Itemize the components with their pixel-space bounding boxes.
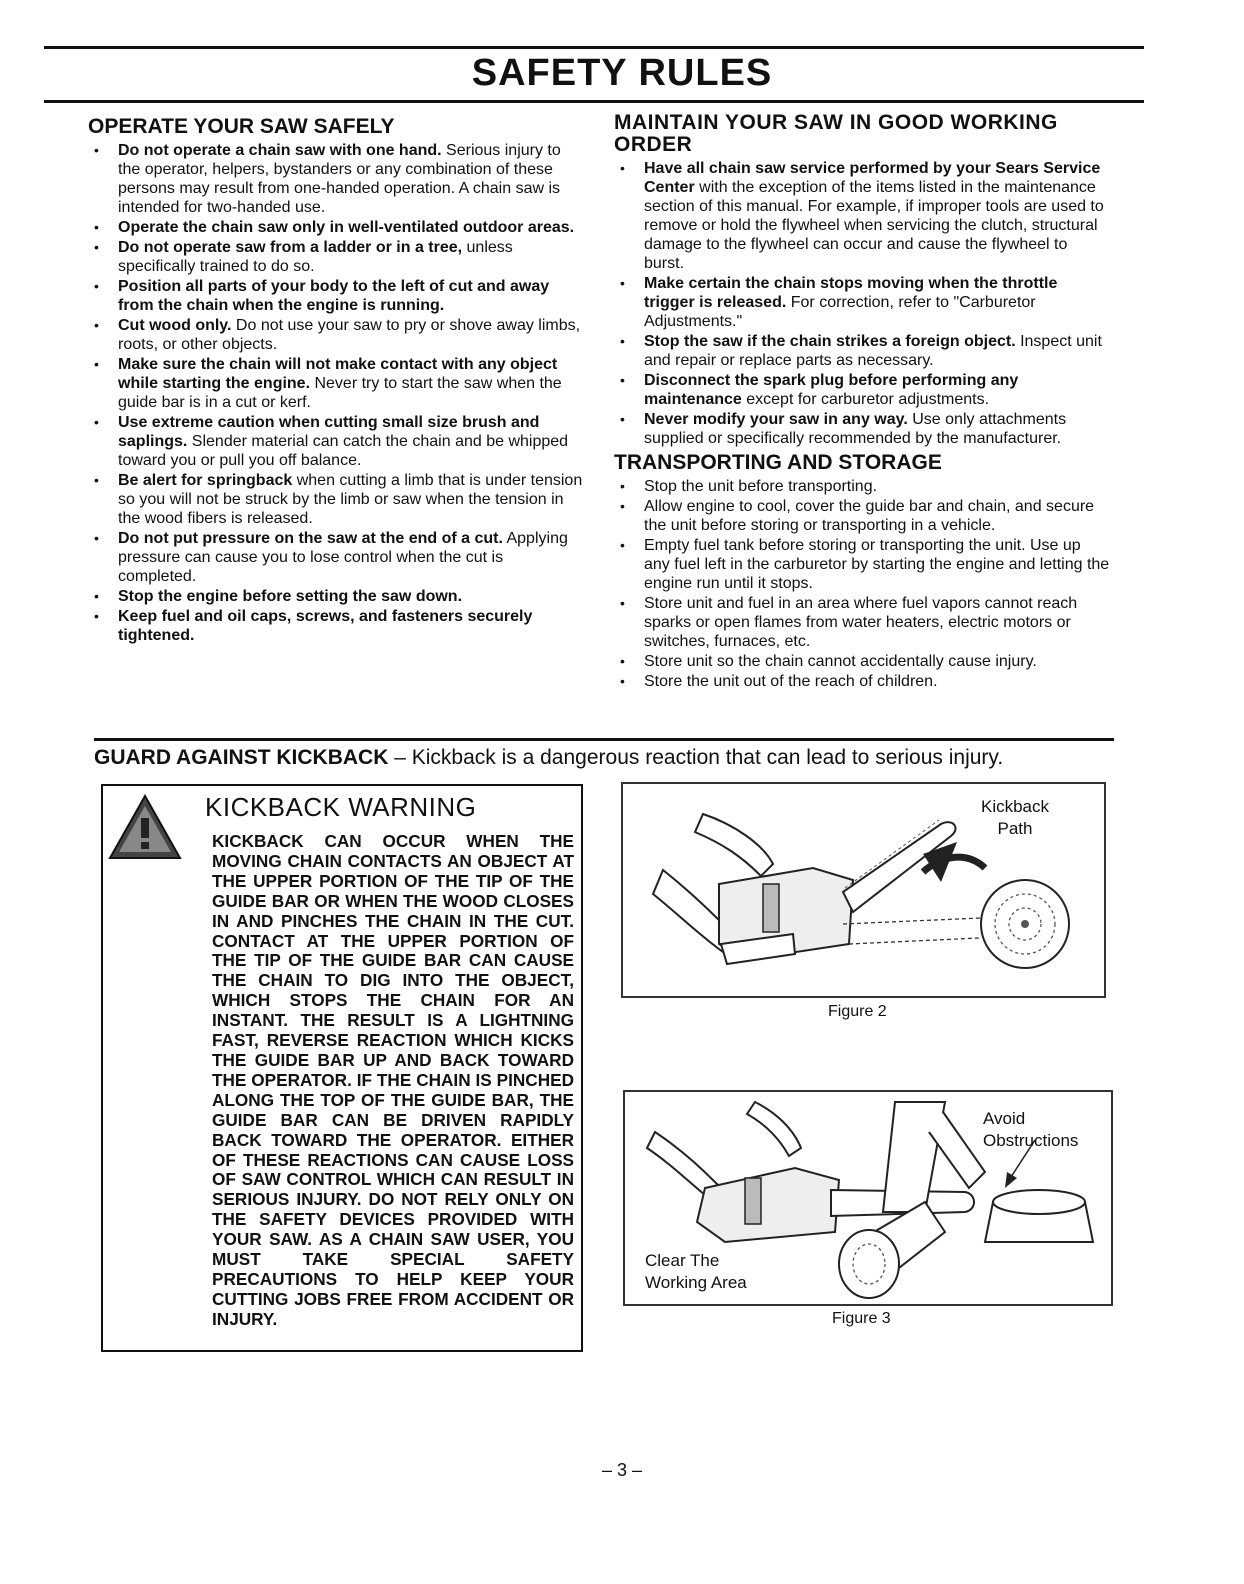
list-item (614, 371, 1110, 409)
item-bold-text: Operate the chain saw only in well-ventilated outdoor areas. (118, 219, 575, 236)
clear-label (645, 1250, 775, 1294)
guard-line (94, 746, 1124, 770)
list-item (614, 672, 1110, 691)
figure-2-caption: Figure 2 (828, 1003, 887, 1020)
item-text: Inspect unit and repair or replace parts as necessary. (644, 333, 1102, 369)
list-item (88, 218, 584, 237)
item-bold-text: Disconnect the spark plug before performing any maintenance (644, 372, 1019, 408)
list-item (88, 413, 584, 470)
item-bold-text: Do not operate a chain saw with one hand. (118, 142, 442, 159)
item-text: Store unit and fuel in an area where fuel vapors cannot reach sparks or open flames from water heaters, electric motors or switches, furnaces, etc. (644, 595, 1078, 650)
figure-3-caption: Figure 3 (832, 1310, 891, 1327)
item-bold-text: Do not put pressure on the saw at the end of a cut. (118, 530, 503, 547)
maintain-section (614, 112, 1110, 692)
guard-heading: GUARD AGAINST KICKBACK (94, 746, 389, 769)
kickback-warning-box (101, 784, 583, 1352)
item-text: Applying pressure can cause you to lose control when the cut is completed. (118, 530, 568, 585)
item-text: except for carburetor adjustments. (741, 391, 990, 408)
kickback-label-line2: Path (997, 819, 1033, 838)
item-bold-text: Stop the engine before setting the saw down. (118, 588, 463, 605)
warning-triangle-icon (107, 792, 183, 862)
item-bold-text: Make sure the chain will not make contact with any object while starting the engine. (118, 356, 558, 392)
item-text: Serious injury to the operator, helpers, bystanders or any combination of these persons may result from one-handed operation. A chain saw is intended for two-handed use. (118, 142, 561, 216)
avoid-label (983, 1108, 1103, 1152)
item-text: Empty fuel tank before storing or transporting the unit. Use up any fuel left in the carburetor by starting the engine and letting the engine run until it stops. (644, 537, 1110, 592)
item-bold-text: Make certain the chain stops moving when the throttle trigger is released. (644, 275, 1058, 311)
maintain-heading: MAINTAIN YOUR SAW IN GOOD WORKING ORDER (614, 111, 1058, 156)
list-item (88, 277, 584, 315)
item-text: Slender material can catch the chain and be whipped toward you or pull you off balance. (118, 433, 569, 469)
item-bold-text: Stop the saw if the chain strikes a foreign object. (644, 333, 1016, 350)
title-rule (44, 100, 1144, 103)
page-number: – 3 – (601, 1460, 643, 1480)
list-item (614, 410, 1110, 448)
figure-2-box (621, 782, 1106, 998)
list-item (88, 355, 584, 412)
list-item (614, 332, 1110, 370)
guard-text: Kickback is a dangerous reaction that can lead to serious injury. (411, 746, 1004, 769)
item-bold-text: Keep fuel and oil caps, screws, and fasteners securely tightened. (118, 608, 533, 644)
list-item (614, 536, 1110, 593)
item-text: Store the unit out of the reach of children. (644, 673, 938, 690)
item-text: Allow engine to cool, cover the guide bar and chain, and secure the unit before storing or transporting in a vehicle. (644, 498, 1095, 534)
kickback-label-line1: Kickback (980, 797, 1050, 816)
item-text: Do not use your saw to pry or shove away limbs, roots, or other objects. (118, 317, 581, 353)
item-text: when cutting a limb that is under tension so you will not be struck by the limb or saw when the tension in the wood fibers is released. (118, 472, 583, 527)
operate-list (88, 141, 584, 645)
figure-2-label (955, 796, 1075, 840)
list-item (614, 594, 1110, 651)
item-text: Never try to start the saw when the guide bar is in a cut or kerf. (118, 375, 562, 411)
figure-3-box (623, 1090, 1113, 1306)
item-bold-text: Do not operate saw from a ladder or in a tree, (118, 239, 463, 256)
item-bold-text: Have all chain saw service performed by your Sears Service Center (644, 160, 1101, 196)
list-item (614, 652, 1110, 671)
warning-text: KICKBACK CAN OCCUR WHEN THE MOVING CHAIN CONTACTS AN OBJECT AT THE UPPER PORTION OF THE TIP OF THE GUIDE BAR OR WHEN THE WOOD CLOSES IN AND PINCHES THE CHAIN IN THE CUT. CONTACT AT THE UPPER PORTION OF THE TIP OF THE GUIDE BAR CAN CAUSE THE CHAIN TO DIG INTO THE OBJECT, WHICH STOPS THE CHAIN FOR AN INSTANT. THE RESULT IS A LIGHTNING FAST, REVERSE REACTION WHICH KICKS THE GUIDE BAR UP AND BACK TOWARD THE OPERATOR. IF THE CHAIN IS PINCHED ALONG THE TOP OF THE GUIDE BAR, THE GUIDE BAR CAN BE DRIVEN RAPIDLY BACK TOWARD THE OPERATOR. EITHER OF THESE REACTIONS CAN CAUSE LOSS OF SAW CONTROL WHICH CAN RESULT IN SERIOUS INJURY. DO NOT RELY ONLY ON THE SAFETY DEVICES PROVIDED WITH YOUR SAW. AS A CHAIN SAW USER, YOU MUST TAKE SPECIAL SAFETY PRECAUTIONS TO HELP KEEP YOUR CUTTING JOBS FREE FROM ACCIDENT OR INJURY. (212, 831, 574, 1329)
maintain-list (614, 159, 1110, 448)
item-bold-text: Never modify your saw in any way. (644, 411, 908, 428)
avoid-label-line1: Avoid (983, 1109, 1026, 1128)
list-item (88, 141, 584, 217)
avoid-label-line2: Obstructions (983, 1131, 1079, 1150)
page-title: SAFETY RULES (471, 52, 773, 94)
list-item (614, 477, 1110, 496)
item-text: Store unit so the chain cannot accidentally cause injury. (644, 653, 1037, 670)
clear-label-line1: Clear The (645, 1251, 720, 1270)
item-text: unless specifically trained to do so. (118, 239, 513, 275)
transport-list (614, 477, 1110, 691)
item-bold-text: Use extreme caution when cutting small size brush and saplings. (118, 414, 540, 450)
list-item (88, 529, 584, 586)
transport-heading: TRANSPORTING AND STORAGE (614, 451, 942, 474)
clear-label-line2: Working Area (645, 1273, 747, 1292)
item-text: For correction, refer to "Carburetor Adjustments." (644, 294, 1036, 330)
item-text: Use only attachments supplied or specifically recommended by the manufacturer. (644, 411, 1067, 447)
list-item (88, 607, 584, 645)
list-item (88, 471, 584, 528)
kickback-rule (94, 738, 1114, 741)
top-rule (44, 46, 1144, 49)
item-bold-text: Position all parts of your body to the left of cut and away from the chain when the engine is running. (118, 278, 550, 314)
item-text: with the exception of the items listed in the maintenance section of this manual. For example, if improper tools are used to remove or hold the flywheel when servicing the clutch, structural damage to the flywheel can occur and cause the flywheel to burst. (644, 179, 1104, 272)
list-item (614, 274, 1110, 331)
item-bold-text: Cut wood only. (118, 317, 232, 334)
list-item (88, 316, 584, 354)
operate-heading: OPERATE YOUR SAW SAFELY (88, 115, 395, 138)
list-item (88, 238, 584, 276)
list-item (88, 587, 584, 606)
item-bold-text: Be alert for springback (118, 472, 293, 489)
list-item (614, 497, 1110, 535)
warning-title: KICKBACK WARNING (205, 792, 477, 822)
list-item (614, 159, 1110, 273)
item-text: Stop the unit before transporting. (644, 478, 878, 495)
operate-section (88, 116, 584, 646)
guard-dash: – (388, 746, 412, 769)
